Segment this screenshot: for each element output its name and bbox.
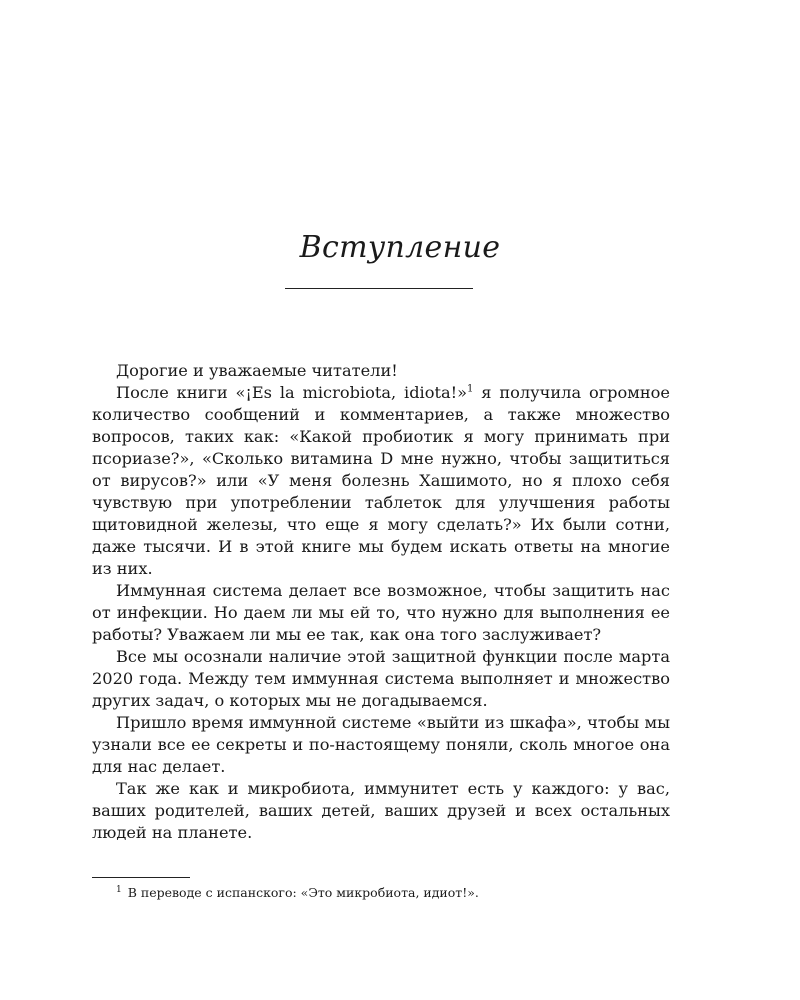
paragraph-everyone: Так же как и микробиота, иммунитет есть у каждого: у вас, ваших родителей, ваших детей, ваших друзей и всех остальных людей на планете.	[92, 779, 670, 842]
paragraph-march-2020: Все мы осознали наличие этой защитной функции после марта 2020 года. Между тем иммунная система выполняет и множество других задач, о которых мы не догадываемся.	[92, 647, 670, 710]
paragraph-immune-system: Иммунная система делает все возможное, чтобы защитить нас от инфекции. Но даем ли мы ей то, что нужно для выполнения ее работы? Уважаем ли мы ее так, как она того заслуживает?	[92, 581, 670, 644]
title-underline	[285, 288, 473, 289]
paragraph-intro	[92, 382, 670, 580]
body-text	[92, 360, 670, 844]
paragraph-intro-start: После книги «¡Es la microbiota, idiota!»	[116, 383, 468, 402]
paragraph-intro-rest: я получила огромное количество сообщений и комментариев, а также множество вопросов, таких как: «Какой пробиотик я могу принимать при псориазе?», «Сколько витамина D мне нужно, чтобы защититься от вирусов?» или «У меня болезнь Хашимото, но я плохо себя чувствую при употреблении таблеток для улучшения работы щитовидной железы, что еще я могу сделать?» Их были сотни, даже тысячи. И в этой книге мы будем искать ответы на многие из них.	[92, 383, 670, 578]
footnote-marker: 1	[116, 884, 122, 895]
footnote-ref[interactable]: 1	[467, 383, 474, 395]
paragraph-greeting: Дорогие и уважаемые читатели!	[116, 361, 398, 380]
paragraph-closet: Пришло время иммунной системе «выйти из шкафа», чтобы мы узнали все ее секреты и по-настоящему поняли, сколь многое она для нас делает.	[92, 713, 670, 776]
footnote	[116, 885, 676, 901]
chapter-title: Вступление	[299, 230, 501, 265]
footnote-text: В переводе с испанского: «Это микробиота, идиот!».	[127, 885, 479, 900]
footnote-separator	[92, 877, 190, 878]
